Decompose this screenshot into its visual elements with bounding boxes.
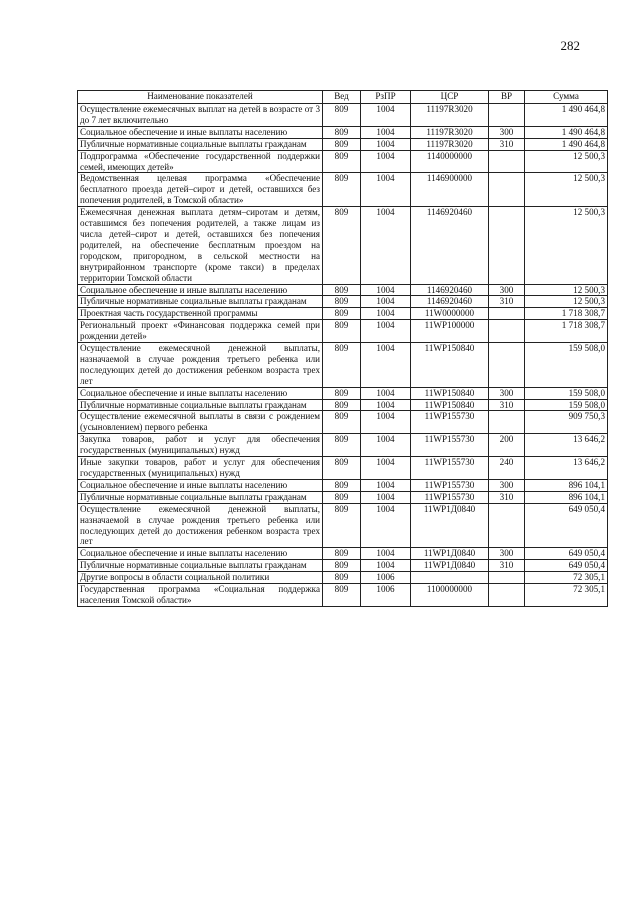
cell-name: Публичные нормативные социальные выплаты гражданам bbox=[78, 560, 323, 572]
cell-csr: 1140000000 bbox=[411, 150, 489, 173]
cell-name: Осуществление ежемесячной денежной выплаты, назначаемой в случае рождения третьего ребенка или последующих детей до достижения ребенком возраста трех лет bbox=[78, 503, 323, 548]
cell-vr: 310 bbox=[489, 560, 525, 572]
cell-sum: 1 490 464,8 bbox=[525, 104, 608, 127]
table-row bbox=[78, 491, 608, 503]
cell-rzpr: 1004 bbox=[361, 104, 411, 127]
table-row bbox=[78, 343, 608, 388]
cell-rzpr: 1004 bbox=[361, 503, 411, 548]
cell-rzpr: 1004 bbox=[361, 479, 411, 491]
cell-csr: 11WP1Д0840 bbox=[411, 503, 489, 548]
table-row bbox=[78, 434, 608, 457]
cell-vr: 310 bbox=[489, 399, 525, 411]
cell-vr bbox=[489, 308, 525, 320]
cell-vr bbox=[489, 173, 525, 207]
header-ved: Вед bbox=[323, 91, 361, 104]
cell-rzpr: 1004 bbox=[361, 457, 411, 480]
header-sum: Сумма bbox=[525, 91, 608, 104]
cell-ved: 809 bbox=[323, 387, 361, 399]
cell-csr: 1146900000 bbox=[411, 173, 489, 207]
cell-vr: 300 bbox=[489, 387, 525, 399]
cell-csr: 1146920460 bbox=[411, 207, 489, 284]
cell-name: Ежемесячная денежная выплата детям–сиротам и детям, оставшимся без попечения родителей, а также лицам из числа детей–сирот и детей, оставшихся без попечения родителей, на обеспечение бесплатным проездом на городском, пригородном, в сельской местности на внутрирайонном транспорте (кроме такси) в пределах территории Томской области bbox=[78, 207, 323, 284]
table-row bbox=[78, 503, 608, 548]
budget-table bbox=[77, 90, 608, 607]
cell-name: Социальное обеспечение и иные выплаты населению bbox=[78, 284, 323, 296]
cell-vr bbox=[489, 584, 525, 607]
cell-name: Другие вопросы в области социальной политики bbox=[78, 572, 323, 584]
cell-sum: 649 050,4 bbox=[525, 503, 608, 548]
cell-sum: 1 718 308,7 bbox=[525, 320, 608, 343]
cell-name: Социальное обеспечение и иные выплаты населению bbox=[78, 548, 323, 560]
table-row bbox=[78, 548, 608, 560]
cell-csr: 11W0000000 bbox=[411, 308, 489, 320]
header-name: Наименование показателей bbox=[78, 91, 323, 104]
table-row bbox=[78, 104, 608, 127]
cell-vr bbox=[489, 207, 525, 284]
cell-ved: 809 bbox=[323, 104, 361, 127]
cell-vr bbox=[489, 411, 525, 434]
cell-name: Подпрограмма «Обеспечение государственной поддержки семей, имеющих детей» bbox=[78, 150, 323, 173]
cell-csr: 11WP155730 bbox=[411, 491, 489, 503]
cell-ved: 809 bbox=[323, 150, 361, 173]
cell-sum: 12 500,3 bbox=[525, 207, 608, 284]
cell-ved: 809 bbox=[323, 584, 361, 607]
cell-rzpr: 1004 bbox=[361, 434, 411, 457]
cell-rzpr: 1004 bbox=[361, 399, 411, 411]
cell-rzpr: 1004 bbox=[361, 320, 411, 343]
cell-csr: 11WP1Д0840 bbox=[411, 548, 489, 560]
header-rzpr: РзПР bbox=[361, 91, 411, 104]
cell-sum: 13 646,2 bbox=[525, 434, 608, 457]
cell-sum: 896 104,1 bbox=[525, 479, 608, 491]
cell-sum: 649 050,4 bbox=[525, 560, 608, 572]
cell-ved: 809 bbox=[323, 173, 361, 207]
cell-name: Проектная часть государственной программы bbox=[78, 308, 323, 320]
table-row bbox=[78, 207, 608, 284]
cell-csr: 11WP155730 bbox=[411, 411, 489, 434]
cell-ved: 809 bbox=[323, 399, 361, 411]
cell-vr: 310 bbox=[489, 296, 525, 308]
cell-rzpr: 1004 bbox=[361, 491, 411, 503]
cell-sum: 72 305,1 bbox=[525, 572, 608, 584]
cell-vr: 200 bbox=[489, 434, 525, 457]
table-row bbox=[78, 296, 608, 308]
table-row bbox=[78, 387, 608, 399]
table-row bbox=[78, 173, 608, 207]
table-row bbox=[78, 560, 608, 572]
cell-ved: 809 bbox=[323, 320, 361, 343]
table-row bbox=[78, 320, 608, 343]
cell-csr: 11WP150840 bbox=[411, 343, 489, 388]
cell-ved: 809 bbox=[323, 548, 361, 560]
cell-sum: 12 500,3 bbox=[525, 173, 608, 207]
cell-rzpr: 1004 bbox=[361, 548, 411, 560]
cell-csr: 11WP1Д0840 bbox=[411, 560, 489, 572]
cell-sum: 1 490 464,8 bbox=[525, 126, 608, 138]
table-row bbox=[78, 479, 608, 491]
cell-sum: 72 305,1 bbox=[525, 584, 608, 607]
cell-name: Иные закупки товаров, работ и услуг для обеспечения государственных (муниципальных) нужд bbox=[78, 457, 323, 480]
cell-csr: 1146920460 bbox=[411, 284, 489, 296]
cell-sum: 13 646,2 bbox=[525, 457, 608, 480]
cell-csr: 11WP150840 bbox=[411, 387, 489, 399]
cell-ved: 809 bbox=[323, 503, 361, 548]
cell-sum: 896 104,1 bbox=[525, 491, 608, 503]
cell-csr: 11WP155730 bbox=[411, 479, 489, 491]
cell-sum: 12 500,3 bbox=[525, 296, 608, 308]
cell-rzpr: 1004 bbox=[361, 387, 411, 399]
cell-vr: 310 bbox=[489, 491, 525, 503]
cell-sum: 1 490 464,8 bbox=[525, 138, 608, 150]
cell-vr: 300 bbox=[489, 548, 525, 560]
cell-name: Публичные нормативные социальные выплаты гражданам bbox=[78, 491, 323, 503]
cell-name: Публичные нормативные социальные выплаты гражданам bbox=[78, 138, 323, 150]
cell-ved: 809 bbox=[323, 296, 361, 308]
cell-vr: 310 bbox=[489, 138, 525, 150]
cell-csr: 1146920460 bbox=[411, 296, 489, 308]
table-row bbox=[78, 572, 608, 584]
cell-csr: 1100000000 bbox=[411, 584, 489, 607]
cell-sum: 159 508,0 bbox=[525, 399, 608, 411]
cell-vr bbox=[489, 150, 525, 173]
cell-name: Социальное обеспечение и иные выплаты населению bbox=[78, 479, 323, 491]
cell-rzpr: 1006 bbox=[361, 584, 411, 607]
table-row bbox=[78, 308, 608, 320]
cell-csr: 11WP155730 bbox=[411, 457, 489, 480]
table-row bbox=[78, 138, 608, 150]
cell-vr bbox=[489, 572, 525, 584]
table-row bbox=[78, 284, 608, 296]
cell-name: Социальное обеспечение и иные выплаты населению bbox=[78, 387, 323, 399]
cell-sum: 909 750,3 bbox=[525, 411, 608, 434]
cell-rzpr: 1004 bbox=[361, 296, 411, 308]
cell-rzpr: 1004 bbox=[361, 150, 411, 173]
cell-sum: 649 050,4 bbox=[525, 548, 608, 560]
header-vr: ВР bbox=[489, 91, 525, 104]
cell-csr: 11197R3020 bbox=[411, 138, 489, 150]
cell-csr: 11WP150840 bbox=[411, 399, 489, 411]
cell-vr bbox=[489, 503, 525, 548]
cell-ved: 809 bbox=[323, 126, 361, 138]
cell-name: Осуществление ежемесячных выплат на детей в возрасте от 3 до 7 лет включительно bbox=[78, 104, 323, 127]
cell-name: Государственная программа «Социальная поддержка населения Томской области» bbox=[78, 584, 323, 607]
cell-rzpr: 1004 bbox=[361, 411, 411, 434]
cell-ved: 809 bbox=[323, 284, 361, 296]
cell-vr bbox=[489, 104, 525, 127]
cell-vr bbox=[489, 320, 525, 343]
cell-csr: 11197R3020 bbox=[411, 104, 489, 127]
cell-ved: 809 bbox=[323, 572, 361, 584]
cell-rzpr: 1004 bbox=[361, 126, 411, 138]
cell-name: Осуществление ежемесячной денежной выплаты, назначаемой в случае рождения третьего ребенка или последующих детей до достижения ребенком возраста трех лет bbox=[78, 343, 323, 388]
table-row bbox=[78, 411, 608, 434]
cell-vr bbox=[489, 343, 525, 388]
cell-csr: 11197R3020 bbox=[411, 126, 489, 138]
table-row bbox=[78, 457, 608, 480]
cell-ved: 809 bbox=[323, 479, 361, 491]
cell-rzpr: 1004 bbox=[361, 284, 411, 296]
page-number: 282 bbox=[560, 38, 580, 53]
cell-ved: 809 bbox=[323, 411, 361, 434]
header-csr: ЦСР bbox=[411, 91, 489, 104]
cell-name: Закупка товаров, работ и услуг для обеспечения государственных (муниципальных) нужд bbox=[78, 434, 323, 457]
cell-name: Ведомственная целевая программа «Обеспечение бесплатного проезда детей–сирот и детей, оставшихся без попечения родителей, в Томской области» bbox=[78, 173, 323, 207]
cell-name: Публичные нормативные социальные выплаты гражданам bbox=[78, 296, 323, 308]
cell-name: Публичные нормативные социальные выплаты гражданам bbox=[78, 399, 323, 411]
cell-name: Социальное обеспечение и иные выплаты населению bbox=[78, 126, 323, 138]
cell-ved: 809 bbox=[323, 560, 361, 572]
cell-ved: 809 bbox=[323, 308, 361, 320]
table-row bbox=[78, 126, 608, 138]
table-header-row bbox=[78, 91, 608, 104]
table-body bbox=[78, 104, 608, 607]
cell-ved: 809 bbox=[323, 457, 361, 480]
cell-name: Осуществление ежемесячной выплаты в связи с рождением (усыновлением) первого ребенка bbox=[78, 411, 323, 434]
cell-sum: 1 718 308,7 bbox=[525, 308, 608, 320]
cell-ved: 809 bbox=[323, 138, 361, 150]
cell-sum: 159 508,0 bbox=[525, 387, 608, 399]
table-row bbox=[78, 399, 608, 411]
cell-sum: 12 500,3 bbox=[525, 150, 608, 173]
cell-ved: 809 bbox=[323, 434, 361, 457]
cell-rzpr: 1004 bbox=[361, 173, 411, 207]
cell-csr bbox=[411, 572, 489, 584]
cell-vr: 240 bbox=[489, 457, 525, 480]
table-row bbox=[78, 584, 608, 607]
cell-ved: 809 bbox=[323, 491, 361, 503]
cell-sum: 159 508,0 bbox=[525, 343, 608, 388]
cell-ved: 809 bbox=[323, 207, 361, 284]
cell-rzpr: 1004 bbox=[361, 308, 411, 320]
cell-rzpr: 1006 bbox=[361, 572, 411, 584]
cell-vr: 300 bbox=[489, 126, 525, 138]
cell-name: Региональный проект «Финансовая поддержка семей при рождении детей» bbox=[78, 320, 323, 343]
cell-rzpr: 1004 bbox=[361, 138, 411, 150]
cell-rzpr: 1004 bbox=[361, 343, 411, 388]
cell-rzpr: 1004 bbox=[361, 560, 411, 572]
cell-ved: 809 bbox=[323, 343, 361, 388]
cell-vr: 300 bbox=[489, 479, 525, 491]
cell-csr: 11WP155730 bbox=[411, 434, 489, 457]
table-row bbox=[78, 150, 608, 173]
cell-rzpr: 1004 bbox=[361, 207, 411, 284]
cell-vr: 300 bbox=[489, 284, 525, 296]
cell-csr: 11WP100000 bbox=[411, 320, 489, 343]
cell-sum: 12 500,3 bbox=[525, 284, 608, 296]
